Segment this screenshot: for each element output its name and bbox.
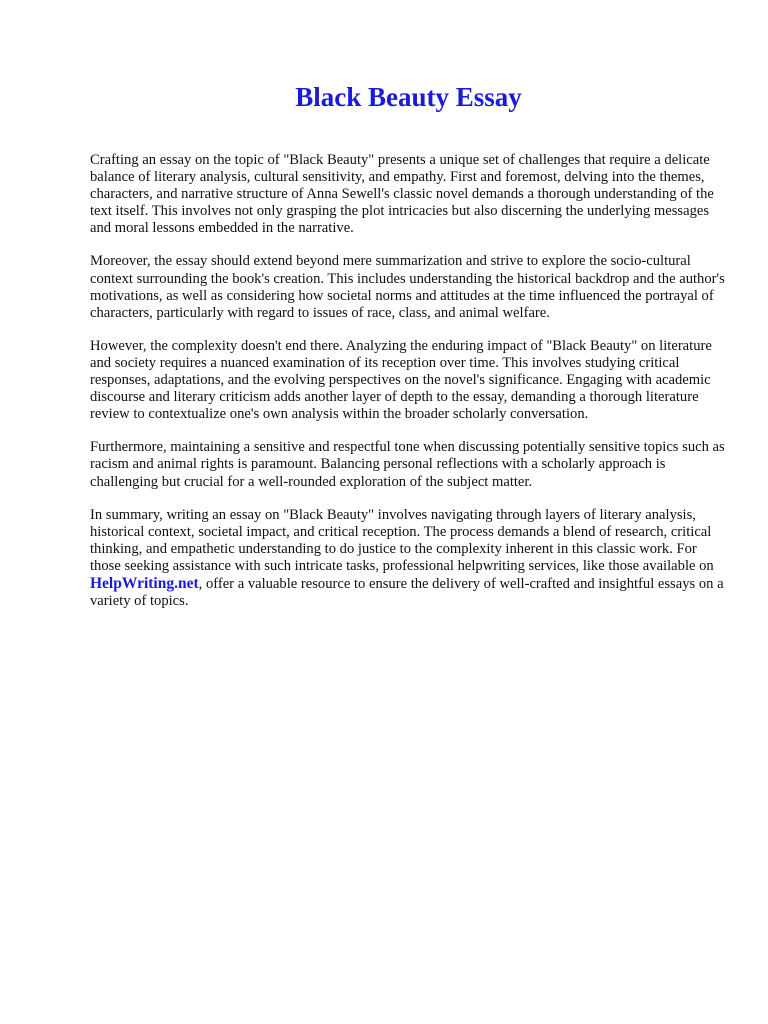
paragraph-5-text-after-link: , offer a valuable resource to ensure the delivery of well-crafted and insightful essays on a variety of topics.	[90, 575, 724, 610]
document-page	[90, 80, 725, 626]
page-title: Black Beauty Essay	[295, 82, 522, 112]
helpwriting-link[interactable]: HelpWriting.net	[90, 574, 199, 592]
paragraph-2: Moreover, the essay should extend beyond mere summarization and strive to explore the socio-cultural context surrounding the book's creation. This includes understanding the historical backdrop and the author's motivations, as well as considering how societal norms and attitudes at the time influenced the portrayal of characters, particularly with regard to issues of race, class, and animal welfare.	[90, 253, 725, 321]
paragraph-4: Furthermore, maintaining a sensitive and respectful tone when discussing potentially sensitive topics such as racism and animal rights is paramount. Balancing personal reflections with a scholarly approach is challenging but crucial for a well-rounded exploration of the subject matter.	[90, 439, 725, 490]
paragraph-3: However, the complexity doesn't end there. Analyzing the enduring impact of "Black Beauty" on literature and society requires a nuanced examination of its reception over time. This involves studying critical responses, adaptations, and the evolving perspectives on the novel's significance. Engaging with academic discourse and literary criticism adds another layer of depth to the essay, demanding a thorough literature review to contextualize one's own analysis within the broader scholarly conversation.	[90, 337, 712, 423]
paragraph-5-text-before-link: In summary, writing an essay on "Black Beauty" involves navigating through layers of literary analysis, historical context, societal impact, and critical reception. The process demands a blend of research, critical thinking, and empathetic understanding to do justice to the complexity inherent in this classic work. For those seeking assistance with such intricate tasks, professional helpwriting services, like those available on	[90, 506, 714, 574]
paragraph-5	[90, 507, 725, 611]
paragraph-1: Crafting an essay on the topic of "Black Beauty" presents a unique set of challenges that require a delicate balance of literary analysis, cultural sensitivity, and empathy. First and foremost, delving into the themes, characters, and narrative structure of Anna Sewell's classic novel demands a thorough understanding of the text itself. This involves not only grasping the plot intricacies but also discerning the underlying messages and moral lessons embedded in the narrative.	[90, 152, 714, 237]
